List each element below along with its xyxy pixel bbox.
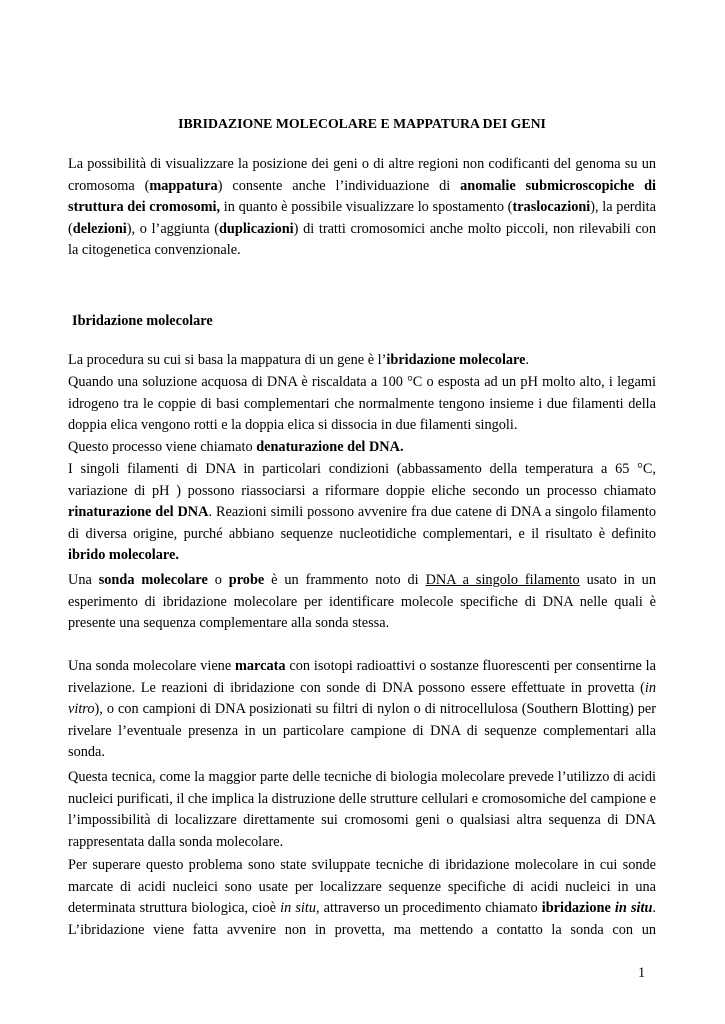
- term-probe: probe: [228, 572, 265, 588]
- term-in-vitro: in vitro: [68, 679, 656, 718]
- term-mappatura: mappatura: [149, 177, 218, 194]
- paragraph-procedura: La procedura su cui si basa la mappatura di un gene è l’ibridazione molecolare.: [68, 352, 530, 368]
- section-heading: Ibridazione molecolare: [72, 313, 213, 329]
- document-title: IBRIDAZIONE MOLECOLARE E MAPPATURA DEI GENI: [178, 116, 546, 131]
- term-anomalie: anomalie submicroscopiche di struttura dei cromosomi,: [68, 177, 656, 216]
- page-number: 1: [638, 965, 646, 981]
- paragraph-tecnica: Questa tecnica, come la maggior parte delle tecniche di biologia molecolare prevede l’utilizzo di acidi nucleici purificati, il che implica la distruzione delle strutture cellulari e cromosomiche del campione e l’impossibilità di localizzare direttamente sui cromosomi geni o qualsiasi altra sequenza di DNA rappresentata dalla sonda molecolare.: [68, 769, 656, 850]
- term-ibrido-molecolare: ibrido molecolare.: [68, 547, 179, 564]
- term-duplicazioni: duplicazioni: [218, 220, 294, 237]
- term-ibridazione-in-situ: ibridazione in situ: [541, 900, 653, 917]
- term-in-situ: in situ: [280, 900, 316, 917]
- paragraph-denaturazione: Quando una soluzione acquosa di DNA è riscaldata a 100 °C o esposta ad un pH molto alto, i legami idrogeno tra le coppie di basi complementari che normalmente tengono insieme i due filamenti della doppia elica vengono rotti e la doppia elica si dissocia in due filamenti singoli.: [68, 374, 656, 434]
- term-traslocazioni: traslocazioni: [512, 199, 591, 216]
- term-denaturazione: denaturazione del DNA.: [256, 439, 404, 455]
- paragraph-rinaturazione: I singoli filamenti di DNA in particolari condizioni (abbassamento della temperatura a 65 °C, variazione di pH ) possono riassociarsi a riformare doppie eliche secondo un processo chiamato rinaturazione del DNA. Reazioni simili possono avvenire fra due catene di DNA a singolo filamento di diversa origine, purché abbiano sequenze nucleotidiche complementari, e il risultato è definito ibrido molecolare.: [68, 461, 656, 564]
- term-rinaturazione: rinaturazione del DNA: [68, 504, 209, 521]
- paragraph-marcata: Una sonda molecolare viene marcata con isotopi radioattivi o sostanze fluorescenti per consentirne la rivelazione. Le reazioni di ibridazione con sonde di DNA possono essere effettuate in provetta (in vitro), o con campioni di DNA posizionati su filtri di nylon o di nitrocellulosa (Southern Blotting) per rivelare l’eventuale presenza in un particolare campione di DNA di sequenze complementari alla sonda.: [68, 658, 656, 761]
- term-ibridazione-molecolare: ibridazione molecolare: [386, 352, 526, 368]
- term-sonda-molecolare: sonda molecolare: [98, 572, 208, 588]
- paragraph-sonda: Una sonda molecolare o probe è un frammento noto di DNA a singolo filamento usato in un esperimento di ibridazione molecolare per identificare molecole specifiche di DNA nelle quali è presente una sequenza complementare alla sonda stessa.: [68, 572, 656, 632]
- term-marcata: marcata: [235, 658, 286, 674]
- paragraph-processo: Questo processo viene chiamato denaturazione del DNA.: [68, 439, 404, 455]
- term-delezioni: delezioni: [72, 220, 127, 237]
- intro-paragraph: La possibilità di visualizzare la posizione dei geni o di altre regioni non codificanti del genoma su un cromosoma (mappatura) consente anche l’individuazione di anomalie submicroscopiche di struttura dei cromosomi, in quanto è possibile visualizzare lo spostamento (traslocazioni), la perdita (delezioni), o l’aggiunta (duplicazioni) di tratti cromosomici anche molto piccoli, non rilevabili con la citogenetica convenzionale.: [68, 156, 656, 259]
- term-dna-singolo-filamento: DNA a singolo filamento: [425, 572, 580, 588]
- paragraph-in-situ: Per superare questo problema sono state sviluppate tecniche di ibridazione molecolare in cui sonde marcate di acidi nucleici sono usate per localizzare sequenze specifiche di acidi nucleici in una determinata struttura biologica, cioè in situ, attraverso un procedimento chiamato ibridazione in situ. L’ibridazione viene fatta avvenire non in provetta, ma mettendo a contatto la sonda con un: [68, 857, 656, 938]
